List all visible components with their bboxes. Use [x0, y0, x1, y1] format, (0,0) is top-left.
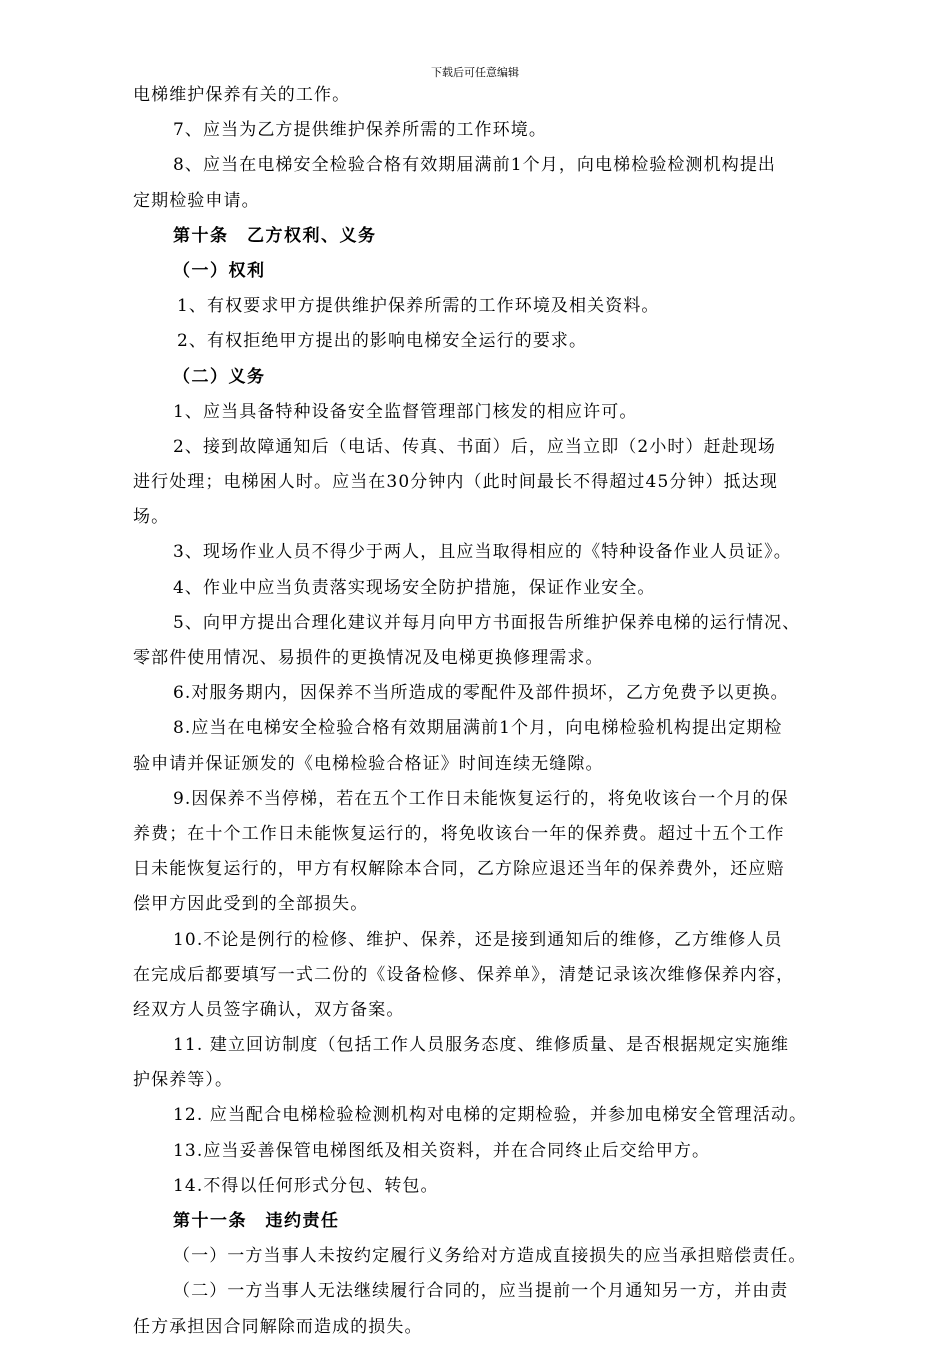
text-line: 养费；在十个工作日未能恢复运行的，将免收该台一年的保养费。超过十五个工作	[133, 823, 785, 844]
text-line: 8、应当在电梯安全检验合格有效期届满前1个月，向电梯检验检测机构提出	[173, 155, 777, 176]
text-line: 在完成后都要填写一式二份的《设备检修、保养单》，清楚记录该次维修保养内容，	[133, 964, 795, 985]
text-line: 7、应当为乙方提供维护保养所需的工作环境。	[173, 120, 547, 141]
section-rights-heading: （一）权利	[173, 260, 266, 281]
text-line: 1、有权要求甲方提供维护保养所需的工作环境及相关资料。	[177, 296, 660, 317]
text-line: 日未能恢复运行的，甲方有权解除本合同，乙方除应退还当年的保养费外，还应赔	[133, 859, 785, 880]
text-line: 8.应当在电梯安全检验合格有效期届满前1个月，向电梯检验机构提出定期检	[173, 718, 783, 739]
text-line: 任方承担因合同解除而造成的损失。	[133, 1316, 423, 1337]
text-line: 定期检验申请。	[133, 190, 260, 211]
text-line: 13.应当妥善保管电梯图纸及相关资料，并在合同终止后交给甲方。	[173, 1140, 711, 1161]
text-line: 12. 应当配合电梯检验检测机构对电梯的定期检验，并参加电梯安全管理活动。	[173, 1105, 808, 1126]
text-line: 10.不论是例行的检修、维护、保养，还是接到通知后的维修，乙方维修人员	[173, 929, 783, 950]
text-line: 11. 建立回访制度（包括工作人员服务态度、维修质量、是否根据规定实施维	[173, 1035, 790, 1056]
text-line: 2、有权拒绝甲方提出的影响电梯安全运行的要求。	[177, 331, 588, 352]
text-line: 3、现场作业人员不得少于两人，且应当取得相应的《特种设备作业人员证》。	[173, 542, 792, 563]
text-line: 1、应当具备特种设备安全监督管理部门核发的相应许可。	[173, 401, 638, 422]
text-line: 场。	[133, 507, 170, 528]
section-duties-heading: （二）义务	[173, 366, 266, 387]
text-line: 5、向甲方提出合理化建议并每月向甲方书面报告所维护保养电梯的运行情况、	[173, 612, 801, 633]
text-line: 9.因保养不当停梯，若在五个工作日未能恢复运行的，将免收该台一个月的保	[173, 788, 789, 809]
article-10-heading: 第十条 乙方权利、义务	[173, 225, 377, 246]
text-line: 零部件使用情况、易损件的更换情况及电梯更换修理需求。	[133, 648, 604, 668]
text-line: 验申请并保证颁发的《电梯检验合格证》时间连续无缝隙。	[133, 753, 604, 774]
text-line: 2、接到故障通知后（电话、传真、书面）后，应当立即（2小时）赶赴现场	[173, 436, 777, 457]
article-11-heading: 第十一条 违约责任	[173, 1211, 340, 1231]
document-body	[133, 80, 833, 1347]
text-line: 进行处理；电梯困人时。应当在30分钟内（此时间最长不得超过45分钟）抵达现	[133, 472, 778, 493]
text-line: 电梯维护保养有关的工作。	[133, 85, 351, 105]
text-line: 护保养等）。	[133, 1070, 234, 1091]
text-line: （一）一方当事人未按约定履行义务给对方造成直接损失的应当承担赔偿责任。	[173, 1246, 807, 1267]
text-line: 4、作业中应当负责落实现场安全防护措施，保证作业安全。	[173, 577, 656, 598]
text-line: （二）一方当事人无法继续履行合同的，应当提前一个月通知另一方，并由责	[173, 1281, 789, 1302]
text-line: 经双方人员签字确认，双方备案。	[133, 999, 405, 1020]
page-header-note: 下载后可任意编辑	[431, 66, 519, 79]
text-line: 6.对服务期内，因保养不当所造成的零配件及部件损坏，乙方免费予以更换。	[173, 683, 789, 704]
text-line: 14.不得以任何形式分包、转包。	[173, 1175, 439, 1196]
text-line: 偿甲方因此受到的全部损失。	[133, 894, 369, 915]
